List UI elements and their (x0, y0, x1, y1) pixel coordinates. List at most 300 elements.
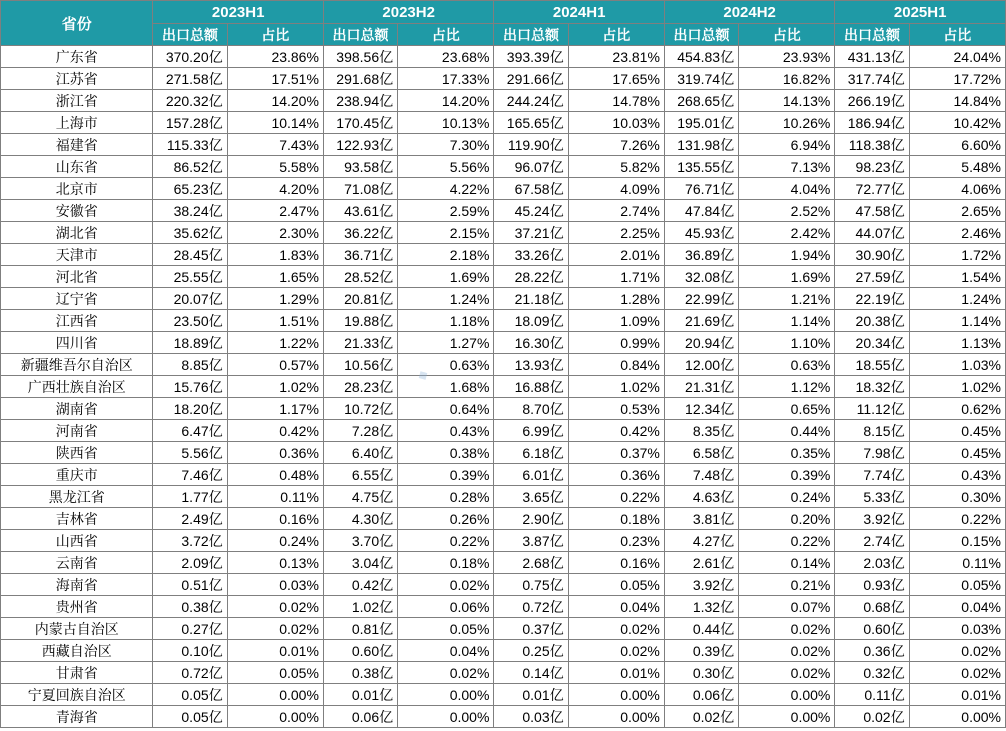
export-amount-cell: 36.71亿 (323, 244, 397, 266)
share-cell: 0.00% (739, 706, 835, 728)
share-cell: 0.37% (568, 442, 664, 464)
export-amount-cell: 20.81亿 (323, 288, 397, 310)
share-cell: 0.45% (909, 442, 1005, 464)
export-amount-cell: 5.56亿 (153, 442, 227, 464)
share-cell: 2.59% (398, 200, 494, 222)
share-cell: 1.72% (909, 244, 1005, 266)
export-amount-cell: 32.08亿 (664, 266, 738, 288)
share-cell: 0.18% (398, 552, 494, 574)
share-cell: 0.44% (739, 420, 835, 442)
share-cell: 0.39% (398, 464, 494, 486)
period-header: 2024H1 (494, 1, 664, 24)
export-amount-cell: 25.55亿 (153, 266, 227, 288)
export-amount-cell: 3.87亿 (494, 530, 568, 552)
share-cell: 0.62% (909, 398, 1005, 420)
share-cell: 10.03% (568, 112, 664, 134)
share-cell: 5.82% (568, 156, 664, 178)
province-cell: 海南省 (1, 574, 153, 596)
export-amount-cell: 8.85亿 (153, 354, 227, 376)
period-header: 2024H2 (664, 1, 834, 24)
share-cell: 0.02% (909, 662, 1005, 684)
export-amount-cell: 0.60亿 (323, 640, 397, 662)
share-cell: 5.48% (909, 156, 1005, 178)
share-cell: 0.01% (227, 640, 323, 662)
export-amount-cell: 0.81亿 (323, 618, 397, 640)
share-column-header: 占比 (909, 24, 1005, 46)
share-cell: 0.21% (739, 574, 835, 596)
export-amount-cell: 20.94亿 (664, 332, 738, 354)
table-row (1, 420, 1006, 442)
province-cell: 山东省 (1, 156, 153, 178)
share-cell: 0.06% (398, 596, 494, 618)
province-cell: 广西壮族自治区 (1, 376, 153, 398)
share-cell: 10.13% (398, 112, 494, 134)
share-cell: 2.42% (739, 222, 835, 244)
share-cell: 0.30% (909, 486, 1005, 508)
export-amount-cell: 8.70亿 (494, 398, 568, 420)
share-cell: 0.00% (568, 684, 664, 706)
table-row (1, 706, 1006, 728)
export-amount-cell: 157.28亿 (153, 112, 227, 134)
export-amount-cell: 1.77亿 (153, 486, 227, 508)
share-cell: 1.14% (909, 310, 1005, 332)
share-cell: 2.25% (568, 222, 664, 244)
table-row (1, 222, 1006, 244)
export-amount-cell: 6.47亿 (153, 420, 227, 442)
share-cell: 23.93% (739, 46, 835, 68)
share-cell: 1.27% (398, 332, 494, 354)
share-cell: 0.16% (568, 552, 664, 574)
share-cell: 7.26% (568, 134, 664, 156)
share-cell: 10.14% (227, 112, 323, 134)
share-cell: 1.24% (398, 288, 494, 310)
share-cell: 1.83% (227, 244, 323, 266)
table-row (1, 486, 1006, 508)
export-amount-cell: 4.63亿 (664, 486, 738, 508)
share-cell: 1.12% (739, 376, 835, 398)
export-amount-cell: 3.92亿 (664, 574, 738, 596)
share-cell: 2.74% (568, 200, 664, 222)
export-amount-cell: 0.10亿 (153, 640, 227, 662)
export-amount-cell: 0.11亿 (835, 684, 909, 706)
share-cell: 1.24% (909, 288, 1005, 310)
share-cell: 0.13% (227, 552, 323, 574)
table-row (1, 310, 1006, 332)
export-amount-cell: 0.72亿 (494, 596, 568, 618)
share-cell: 0.38% (398, 442, 494, 464)
period-header: 2023H2 (323, 1, 493, 24)
table-row (1, 332, 1006, 354)
province-cell: 安徽省 (1, 200, 153, 222)
export-amount-cell: 86.52亿 (153, 156, 227, 178)
export-amount-cell: 27.59亿 (835, 266, 909, 288)
share-cell: 0.99% (568, 332, 664, 354)
export-amount-cell: 4.30亿 (323, 508, 397, 530)
export-amount-cell: 37.21亿 (494, 222, 568, 244)
export-amount-cell: 0.38亿 (153, 596, 227, 618)
share-cell: 1.18% (398, 310, 494, 332)
export-amount-cell: 0.38亿 (323, 662, 397, 684)
export-amount-cell: 23.50亿 (153, 310, 227, 332)
amount-column-header: 出口总额 (664, 24, 738, 46)
export-amount-cell: 12.00亿 (664, 354, 738, 376)
export-amount-cell: 38.24亿 (153, 200, 227, 222)
export-amount-cell: 268.65亿 (664, 90, 738, 112)
amount-column-header: 出口总额 (835, 24, 909, 46)
share-cell: 24.04% (909, 46, 1005, 68)
province-cell: 云南省 (1, 552, 153, 574)
export-amount-cell: 0.05亿 (153, 706, 227, 728)
share-cell: 1.28% (568, 288, 664, 310)
share-cell: 0.03% (227, 574, 323, 596)
export-amount-cell: 2.68亿 (494, 552, 568, 574)
table-row (1, 134, 1006, 156)
export-amount-cell: 7.74亿 (835, 464, 909, 486)
export-amount-cell: 45.24亿 (494, 200, 568, 222)
province-cell: 甘肃省 (1, 662, 153, 684)
export-amount-cell: 370.20亿 (153, 46, 227, 68)
export-amount-cell: 18.20亿 (153, 398, 227, 420)
export-amount-cell: 317.74亿 (835, 68, 909, 90)
share-cell: 17.51% (227, 68, 323, 90)
share-cell: 0.02% (909, 640, 1005, 662)
export-amount-cell: 165.65亿 (494, 112, 568, 134)
share-cell: 1.02% (568, 376, 664, 398)
export-amount-cell: 71.08亿 (323, 178, 397, 200)
table-row (1, 156, 1006, 178)
share-cell: 0.22% (398, 530, 494, 552)
share-cell: 0.04% (568, 596, 664, 618)
share-cell: 0.15% (909, 530, 1005, 552)
share-cell: 1.65% (227, 266, 323, 288)
province-cell: 江苏省 (1, 68, 153, 90)
export-amount-cell: 44.07亿 (835, 222, 909, 244)
share-cell: 4.22% (398, 178, 494, 200)
table-row (1, 618, 1006, 640)
share-cell: 0.57% (227, 354, 323, 376)
export-amount-cell: 291.66亿 (494, 68, 568, 90)
share-cell: 0.22% (568, 486, 664, 508)
share-column-header: 占比 (739, 24, 835, 46)
export-amount-cell: 3.04亿 (323, 552, 397, 574)
share-cell: 0.18% (568, 508, 664, 530)
share-cell: 2.47% (227, 200, 323, 222)
share-cell: 0.53% (568, 398, 664, 420)
export-amount-cell: 118.38亿 (835, 134, 909, 156)
share-cell: 0.05% (568, 574, 664, 596)
export-amount-cell: 1.32亿 (664, 596, 738, 618)
share-cell: 2.30% (227, 222, 323, 244)
share-cell: 0.02% (739, 618, 835, 640)
table-row (1, 376, 1006, 398)
table-row (1, 684, 1006, 706)
export-amount-cell: 11.12亿 (835, 398, 909, 420)
share-cell: 1.03% (909, 354, 1005, 376)
export-amount-cell: 21.33亿 (323, 332, 397, 354)
export-amount-cell: 98.23亿 (835, 156, 909, 178)
share-cell: 0.65% (739, 398, 835, 420)
share-cell: 4.06% (909, 178, 1005, 200)
province-cell: 河南省 (1, 420, 153, 442)
share-cell: 0.00% (739, 684, 835, 706)
table-row (1, 288, 1006, 310)
share-cell: 0.00% (227, 684, 323, 706)
province-cell: 北京市 (1, 178, 153, 200)
share-cell: 0.63% (739, 354, 835, 376)
share-cell: 6.60% (909, 134, 1005, 156)
export-amount-cell: 0.01亿 (323, 684, 397, 706)
province-cell: 吉林省 (1, 508, 153, 530)
share-cell: 0.20% (739, 508, 835, 530)
province-cell: 湖北省 (1, 222, 153, 244)
export-amount-cell: 28.22亿 (494, 266, 568, 288)
table-row (1, 244, 1006, 266)
export-amount-cell: 45.93亿 (664, 222, 738, 244)
table-row (1, 90, 1006, 112)
share-cell: 0.23% (568, 530, 664, 552)
export-amount-cell: 30.90亿 (835, 244, 909, 266)
export-amount-cell: 7.48亿 (664, 464, 738, 486)
export-amount-cell: 2.49亿 (153, 508, 227, 530)
period-header-row (1, 1, 1006, 24)
share-cell: 1.02% (909, 376, 1005, 398)
export-amount-cell: 1.02亿 (323, 596, 397, 618)
watermark-logo: ◆ (414, 366, 432, 385)
share-cell: 0.36% (568, 464, 664, 486)
table-row (1, 112, 1006, 134)
export-amount-cell: 20.07亿 (153, 288, 227, 310)
export-amount-cell: 10.56亿 (323, 354, 397, 376)
share-cell: 1.69% (739, 266, 835, 288)
share-cell: 0.24% (739, 486, 835, 508)
export-amount-cell: 291.68亿 (323, 68, 397, 90)
province-cell: 上海市 (1, 112, 153, 134)
export-amount-cell: 3.70亿 (323, 530, 397, 552)
export-amount-cell: 22.19亿 (835, 288, 909, 310)
share-cell: 0.26% (398, 508, 494, 530)
export-amount-cell: 76.71亿 (664, 178, 738, 200)
export-amount-cell: 47.58亿 (835, 200, 909, 222)
province-cell: 贵州省 (1, 596, 153, 618)
export-amount-cell: 3.65亿 (494, 486, 568, 508)
share-cell: 0.14% (739, 552, 835, 574)
share-cell: 10.26% (739, 112, 835, 134)
province-cell: 福建省 (1, 134, 153, 156)
table-header (1, 1, 1006, 46)
export-amount-cell: 47.84亿 (664, 200, 738, 222)
share-cell: 0.05% (398, 618, 494, 640)
share-cell: 0.22% (739, 530, 835, 552)
share-cell: 1.13% (909, 332, 1005, 354)
period-header: 2025H1 (835, 1, 1006, 24)
share-cell: 0.03% (909, 618, 1005, 640)
share-cell: 0.05% (909, 574, 1005, 596)
export-amount-cell: 21.18亿 (494, 288, 568, 310)
export-amount-cell: 2.03亿 (835, 552, 909, 574)
province-cell: 黑龙江省 (1, 486, 153, 508)
province-cell: 江西省 (1, 310, 153, 332)
export-amount-cell: 7.28亿 (323, 420, 397, 442)
share-cell: 0.11% (909, 552, 1005, 574)
export-amount-cell: 0.30亿 (664, 662, 738, 684)
province-cell: 重庆市 (1, 464, 153, 486)
share-cell: 0.04% (398, 640, 494, 662)
export-amount-cell: 28.52亿 (323, 266, 397, 288)
share-cell: 0.36% (227, 442, 323, 464)
export-amount-cell: 0.75亿 (494, 574, 568, 596)
share-column-header: 占比 (568, 24, 664, 46)
share-cell: 14.78% (568, 90, 664, 112)
share-cell: 0.35% (739, 442, 835, 464)
share-cell: 0.48% (227, 464, 323, 486)
table-row (1, 640, 1006, 662)
export-amount-cell: 0.01亿 (494, 684, 568, 706)
export-amount-cell: 3.92亿 (835, 508, 909, 530)
share-cell: 0.02% (227, 596, 323, 618)
export-amount-cell: 36.22亿 (323, 222, 397, 244)
share-cell: 0.84% (568, 354, 664, 376)
share-column-header: 占比 (398, 24, 494, 46)
export-amount-cell: 0.06亿 (323, 706, 397, 728)
period-header: 2023H1 (153, 1, 323, 24)
export-amount-cell: 0.42亿 (323, 574, 397, 596)
export-amount-cell: 0.02亿 (835, 706, 909, 728)
province-cell: 天津市 (1, 244, 153, 266)
share-cell: 23.81% (568, 46, 664, 68)
share-cell: 0.02% (398, 574, 494, 596)
table-row (1, 442, 1006, 464)
share-cell: 0.45% (909, 420, 1005, 442)
export-amount-cell: 0.05亿 (153, 684, 227, 706)
share-cell: 0.01% (568, 662, 664, 684)
export-amount-cell: 0.72亿 (153, 662, 227, 684)
share-cell: 2.65% (909, 200, 1005, 222)
province-cell: 西藏自治区 (1, 640, 153, 662)
table-row (1, 530, 1006, 552)
export-amount-cell: 33.26亿 (494, 244, 568, 266)
share-cell: 0.42% (568, 420, 664, 442)
export-amount-cell: 6.40亿 (323, 442, 397, 464)
export-amount-cell: 20.38亿 (835, 310, 909, 332)
export-amount-cell: 3.81亿 (664, 508, 738, 530)
export-amount-cell: 8.35亿 (664, 420, 738, 442)
export-amount-cell: 170.45亿 (323, 112, 397, 134)
share-cell: 0.00% (227, 706, 323, 728)
province-cell: 四川省 (1, 332, 153, 354)
amount-column-header: 出口总额 (494, 24, 568, 46)
export-amount-cell: 0.44亿 (664, 618, 738, 640)
share-cell: 0.11% (227, 486, 323, 508)
export-amount-cell: 36.89亿 (664, 244, 738, 266)
table-row (1, 354, 1006, 376)
export-amount-cell: 195.01亿 (664, 112, 738, 134)
export-amount-cell: 21.69亿 (664, 310, 738, 332)
export-amount-cell: 0.68亿 (835, 596, 909, 618)
export-amount-cell: 0.60亿 (835, 618, 909, 640)
province-cell: 湖南省 (1, 398, 153, 420)
table-body (1, 46, 1006, 728)
share-cell: 7.30% (398, 134, 494, 156)
share-cell: 4.04% (739, 178, 835, 200)
province-cell: 河北省 (1, 266, 153, 288)
export-amount-cell: 135.55亿 (664, 156, 738, 178)
share-cell: 10.42% (909, 112, 1005, 134)
export-amount-cell: 28.45亿 (153, 244, 227, 266)
share-cell: 1.09% (568, 310, 664, 332)
export-amount-cell: 319.74亿 (664, 68, 738, 90)
export-amount-cell: 122.93亿 (323, 134, 397, 156)
share-cell: 0.43% (398, 420, 494, 442)
export-amount-cell: 0.93亿 (835, 574, 909, 596)
share-cell: 1.22% (227, 332, 323, 354)
export-amount-cell: 0.36亿 (835, 640, 909, 662)
export-amount-cell: 18.89亿 (153, 332, 227, 354)
export-amount-cell: 28.23亿 (323, 376, 397, 398)
export-amount-cell: 0.51亿 (153, 574, 227, 596)
export-amount-cell: 0.39亿 (664, 640, 738, 662)
table-row (1, 68, 1006, 90)
table-row (1, 574, 1006, 596)
share-cell: 0.39% (739, 464, 835, 486)
share-cell: 2.46% (909, 222, 1005, 244)
export-amount-cell: 0.02亿 (664, 706, 738, 728)
export-amount-cell: 119.90亿 (494, 134, 568, 156)
share-cell: 0.02% (739, 662, 835, 684)
export-amount-cell: 393.39亿 (494, 46, 568, 68)
export-amount-cell: 16.88亿 (494, 376, 568, 398)
export-amount-cell: 2.74亿 (835, 530, 909, 552)
export-amount-cell: 0.27亿 (153, 618, 227, 640)
export-amount-cell: 0.03亿 (494, 706, 568, 728)
export-amount-cell: 6.58亿 (664, 442, 738, 464)
amount-column-header: 出口总额 (323, 24, 397, 46)
table-row (1, 200, 1006, 222)
share-cell: 14.20% (398, 90, 494, 112)
export-amount-cell: 6.99亿 (494, 420, 568, 442)
export-amount-cell: 20.34亿 (835, 332, 909, 354)
share-cell: 2.15% (398, 222, 494, 244)
export-amount-cell: 67.58亿 (494, 178, 568, 200)
export-amount-cell: 6.18亿 (494, 442, 568, 464)
export-amount-cell: 238.94亿 (323, 90, 397, 112)
share-cell: 0.28% (398, 486, 494, 508)
share-column-header: 占比 (227, 24, 323, 46)
share-cell: 4.20% (227, 178, 323, 200)
share-cell: 0.24% (227, 530, 323, 552)
export-amount-cell: 93.58亿 (323, 156, 397, 178)
share-cell: 0.22% (909, 508, 1005, 530)
table-row (1, 662, 1006, 684)
export-amount-cell: 2.61亿 (664, 552, 738, 574)
share-cell: 0.05% (227, 662, 323, 684)
share-cell: 1.02% (227, 376, 323, 398)
table-row (1, 596, 1006, 618)
export-amount-cell: 271.58亿 (153, 68, 227, 90)
table-row (1, 398, 1006, 420)
share-cell: 16.82% (739, 68, 835, 90)
share-cell: 14.20% (227, 90, 323, 112)
share-cell: 14.13% (739, 90, 835, 112)
export-amount-cell: 0.37亿 (494, 618, 568, 640)
share-cell: 1.71% (568, 266, 664, 288)
export-amount-cell: 4.75亿 (323, 486, 397, 508)
share-cell: 5.58% (227, 156, 323, 178)
province-cell: 浙江省 (1, 90, 153, 112)
export-amount-cell: 431.13亿 (835, 46, 909, 68)
province-cell: 青海省 (1, 706, 153, 728)
share-cell: 0.02% (227, 618, 323, 640)
share-cell: 0.63% (398, 354, 494, 376)
